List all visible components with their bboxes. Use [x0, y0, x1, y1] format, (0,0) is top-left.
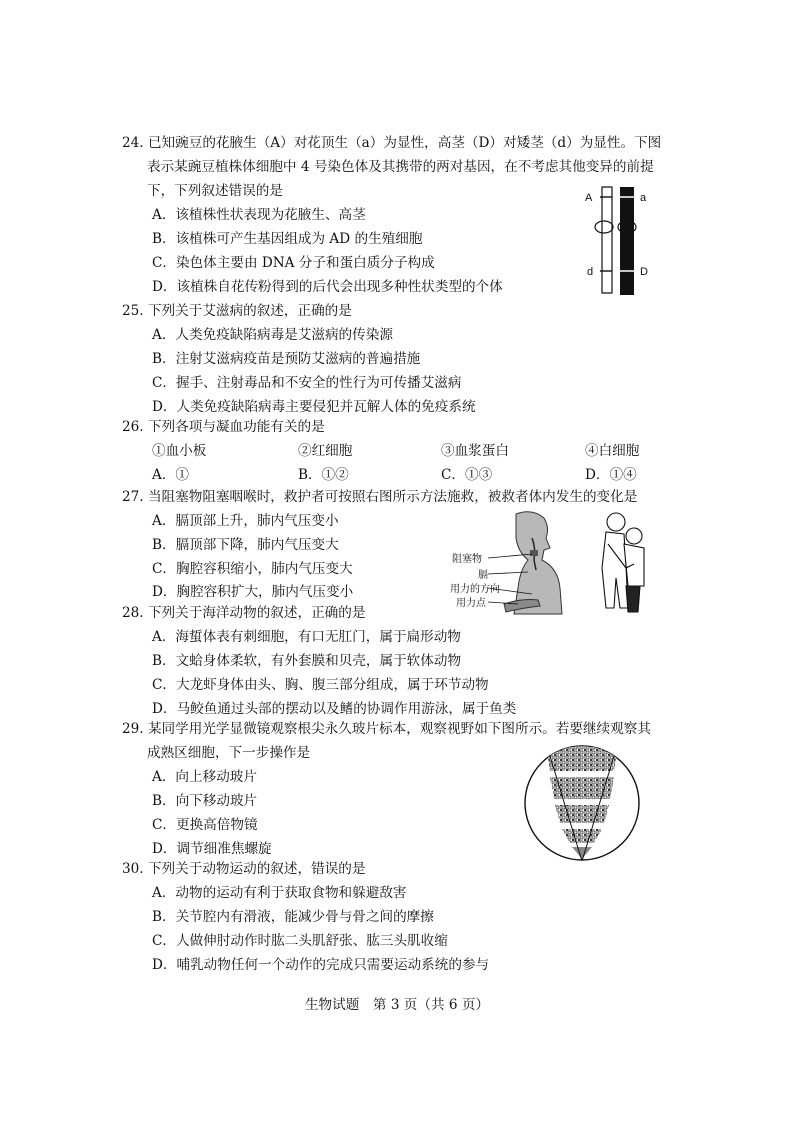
option-c: C．人做伸肘动作时肱二头肌舒张、肱三头肌收缩	[152, 933, 448, 949]
question-stem-line: 下列各项与凝血功能有关的是	[147, 419, 325, 435]
microscope-field-figure	[522, 743, 642, 863]
option-c: C．胸腔容积缩小，肺内气压变大	[152, 561, 353, 577]
option-c: C．大龙虾身体由头、胸、腹三部分组成，属于环节动物	[152, 677, 489, 693]
option-d: D．该植株自花传粉得到的后代会出现多种性状类型的个体	[152, 279, 503, 295]
option-d: D．马鲛鱼通过头部的摆动以及鳍的协调作用游泳，属于鱼类	[152, 701, 517, 717]
option-b: B．向下移动玻片	[152, 793, 258, 809]
question-stem-line: 表示某豌豆植株体细胞中 4 号染色体及其携带的两对基因，在不考虑其他变异的前提	[147, 159, 654, 175]
item-1: ①血小板	[152, 443, 207, 459]
page-footer: 生物试题 第 3 页（共 6 页）	[304, 997, 490, 1013]
option-b: B．文蛤身体柔软，有外套膜和贝壳，属于软体动物	[152, 653, 462, 669]
item-3: ③血浆蛋白	[441, 443, 509, 459]
label-diaphragm: 膈	[478, 570, 488, 581]
question-stem-line: 下列关于动物运动的叙述，错误的是	[147, 861, 366, 877]
gene-label-d: d	[587, 266, 594, 278]
heimlich-figure	[448, 508, 648, 616]
option-a: A．该植株性状表现为花腋生、高茎	[152, 207, 366, 223]
option-b: B．关节腔内有滑液，能减少骨与骨之间的摩擦	[152, 909, 434, 925]
option-d: D．①④	[585, 467, 637, 483]
option-b: B．注射艾滋病疫苗是预防艾滋病的普遍措施	[152, 351, 421, 367]
option-b: B．①②	[298, 467, 349, 483]
question-stem-line: 某同学用光学显微镜观察根尖永久玻片标本，观察视野如下图所示。若要继续观察其	[147, 721, 651, 737]
question-number: 24.	[122, 135, 144, 151]
option-d: D．胸腔容积扩大，肺内气压变小	[152, 584, 354, 600]
question-stem-line: 下列关于艾滋病的叙述，正确的是	[147, 303, 352, 319]
label-force-direction: 用力的方向	[450, 584, 500, 595]
label-obstruction: 阻塞物	[452, 554, 482, 565]
question-number: 30.	[122, 861, 144, 877]
option-c: C．①③	[441, 467, 493, 483]
question-stem-line: 下，下列叙述错误的是	[147, 183, 283, 199]
gene-label-D: D	[640, 266, 648, 278]
gene-label-A: A	[585, 192, 593, 204]
question-number: 29.	[122, 721, 144, 737]
question-number: 27.	[122, 489, 144, 505]
option-a: A．人类免疫缺陷病毒是艾滋病的传染源	[152, 327, 393, 343]
item-4: ④白细胞	[585, 443, 640, 459]
option-a: A．向上移动玻片	[152, 769, 257, 785]
question-number: 25.	[122, 303, 144, 319]
option-d: D．哺乳动物任何一个动作的完成只需要运动系统的参与	[152, 957, 490, 973]
option-d: D．人类免疫缺陷病毒主要侵犯并瓦解人体的免疫系统	[152, 399, 476, 415]
question-number: 28.	[122, 605, 144, 621]
question-number: 26.	[122, 419, 144, 435]
question-stem-line: 当阻塞物阻塞咽喉时，救护者可按照右图所示方法施救，被救者体内发生的变化是	[147, 489, 638, 505]
option-c: C．更换高倍物镜	[152, 817, 258, 833]
chromosome-figure	[582, 185, 662, 300]
question-stem-line: 下列关于海洋动物的叙述，正确的是	[147, 605, 366, 621]
option-a: A．动物的运动有利于获取食物和躲避敌害	[152, 885, 407, 901]
gene-label-a: a	[640, 192, 647, 204]
item-2: ②红细胞	[298, 443, 353, 459]
option-a: A．海蜇体表有刺细胞，有口无肛门，属于扁形动物	[152, 629, 461, 645]
option-b: B．该植株可产生基因组成为 AD 的生殖细胞	[152, 231, 423, 247]
option-c: C．染色体主要由 DNA 分子和蛋白质分子构成	[152, 255, 435, 271]
option-a: A．膈顶部上升，肺内气压变小	[152, 513, 339, 529]
option-d: D．调节细准焦螺旋	[152, 841, 272, 857]
option-a: A．①	[152, 467, 190, 483]
label-force-point: 用力点	[456, 598, 486, 609]
option-b: B．膈顶部下降，肺内气压变大	[152, 537, 339, 553]
option-c: C．握手、注射毒品和不安全的性行为可传播艾滋病	[152, 375, 462, 391]
question-stem-line: 已知豌豆的花腋生（A）对花顶生（a）为显性，高茎（D）对矮茎（d）为显性。下图	[147, 135, 662, 151]
question-stem-line: 成熟区细胞，下一步操作是	[147, 745, 311, 761]
